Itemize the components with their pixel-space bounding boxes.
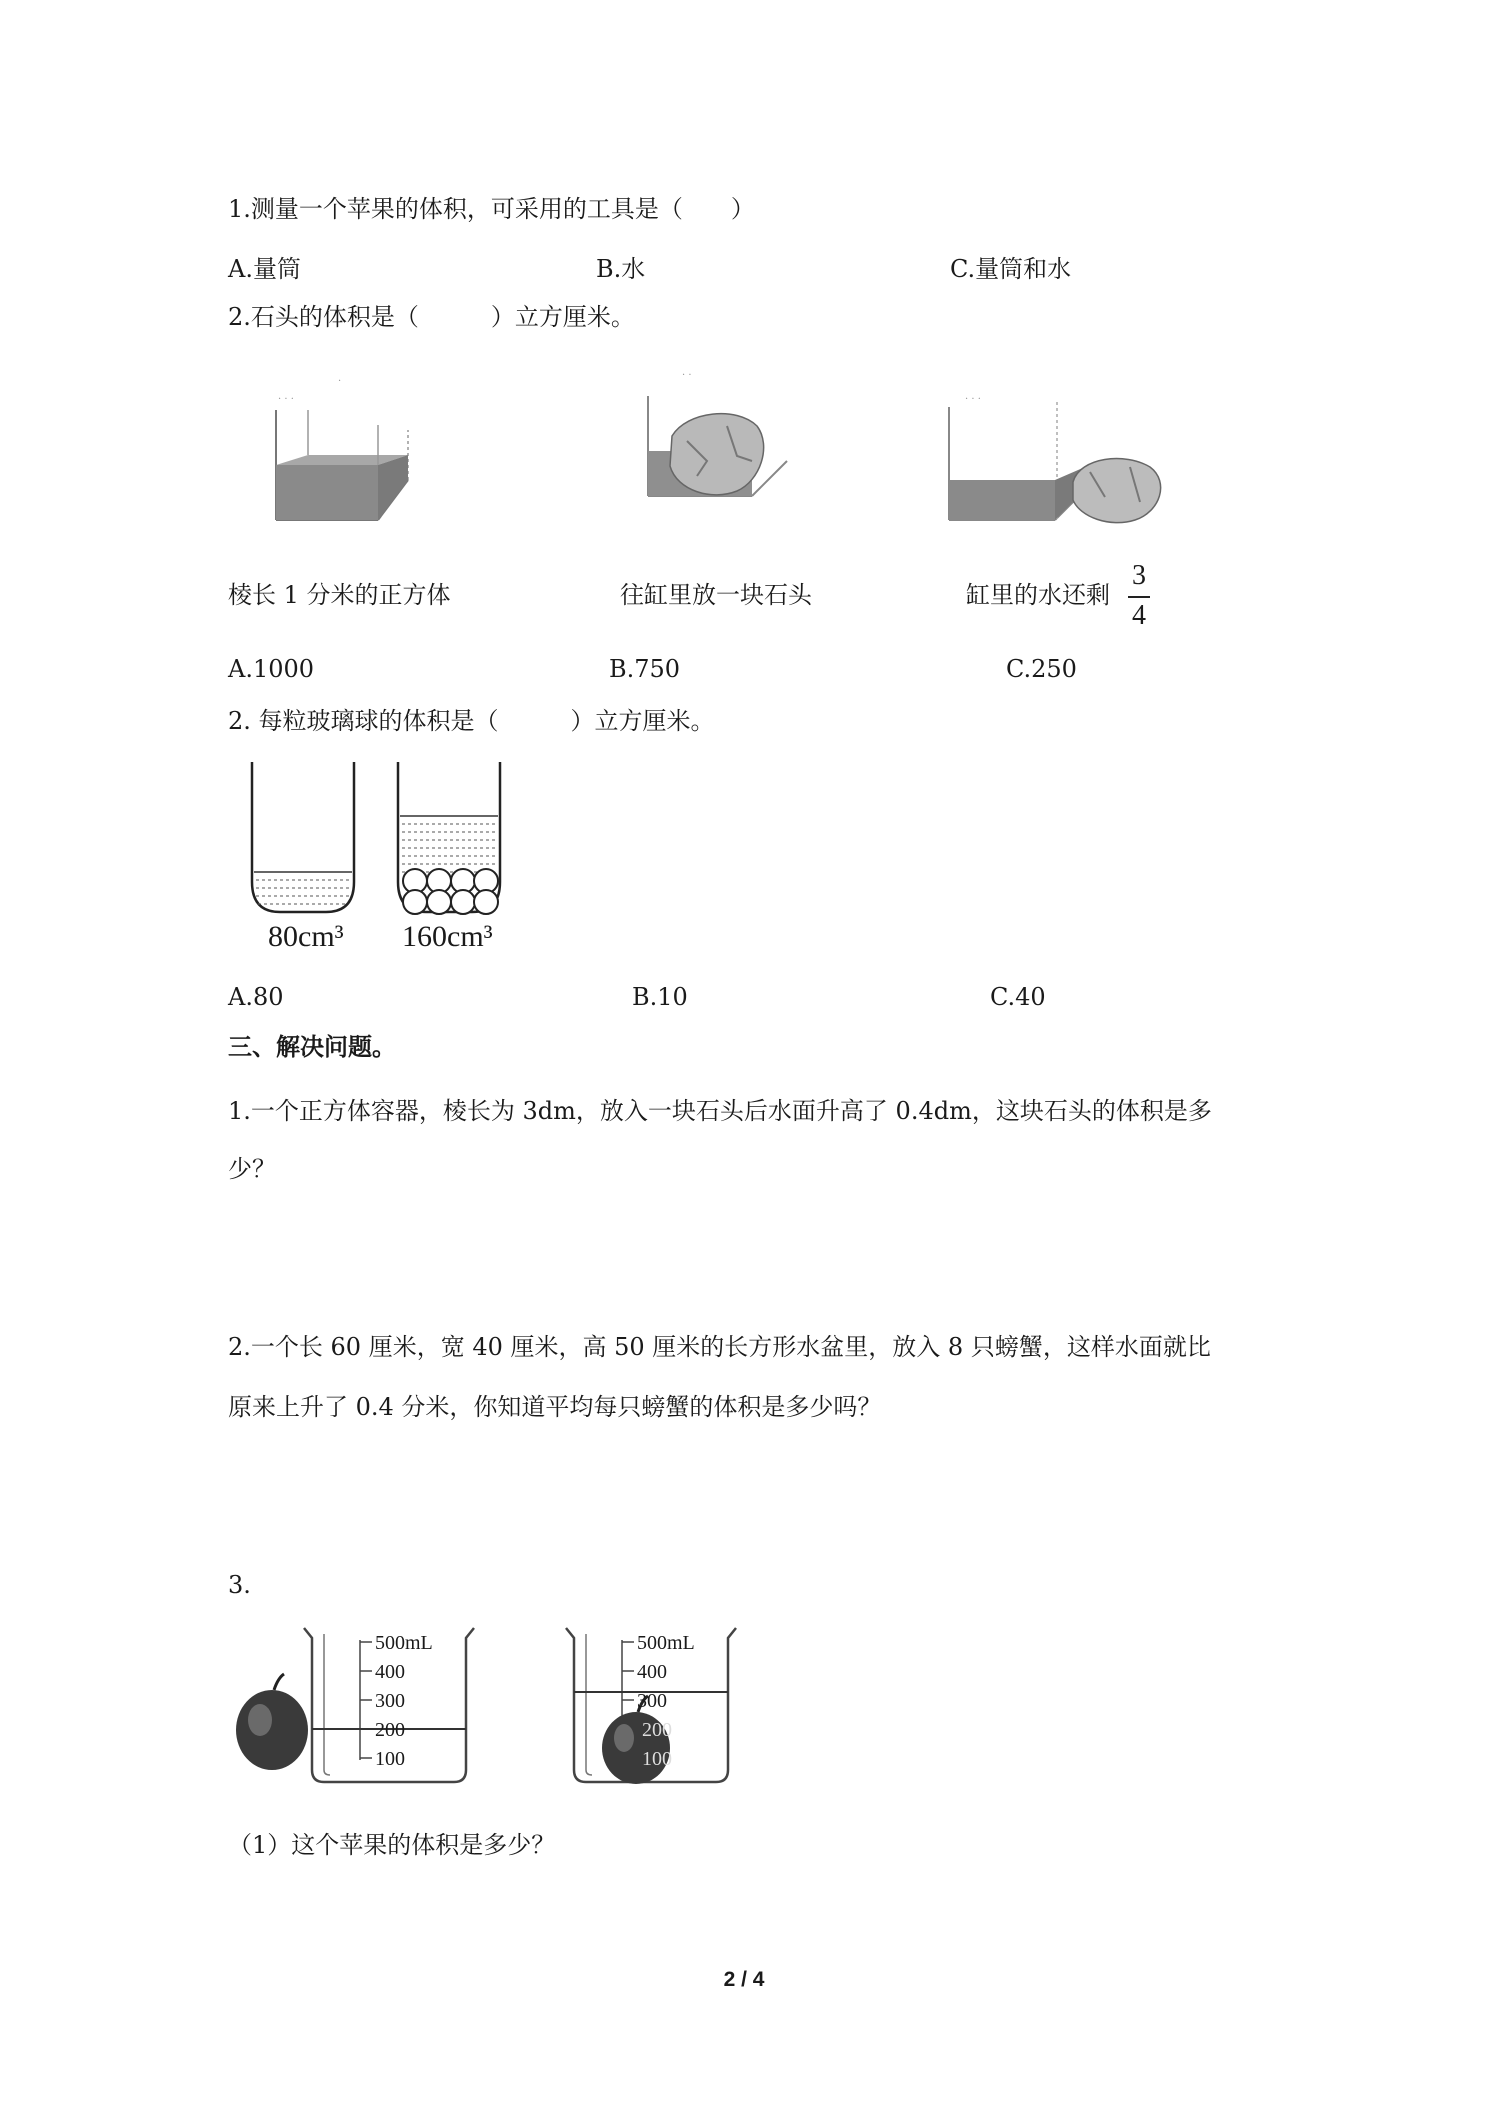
scale-label-500-a: 500mL [375, 1632, 433, 1654]
scale-label-300-b: 300 [637, 1690, 667, 1712]
problem-3-label: 3. [228, 1571, 251, 1599]
q2-option-a: A.1000 [228, 655, 315, 683]
q2-caption-2: 往缸里放一块石头 [620, 581, 812, 609]
fraction-denominator: 4 [1132, 600, 1146, 631]
tank-water-figure [268, 370, 418, 530]
q2-caption-1: 棱长 1 分米的正方体 [228, 581, 451, 609]
q2-caption-3: 缸里的水还剩 [966, 581, 1110, 609]
scale-label-200-b: 200 [642, 1719, 672, 1741]
problem-3-sub-1: （1）这个苹果的体积是多少？ [228, 1831, 556, 1859]
section-title: 三、解决问题。 [228, 1033, 396, 1061]
beaker-label-2: 160cm³ [402, 920, 493, 953]
scale-label-100-a: 100 [375, 1748, 405, 1770]
q2-option-b: B.750 [609, 655, 681, 683]
svg-text:· ·: · · [682, 370, 692, 381]
q1-option-a: A.量筒 [228, 255, 301, 283]
fraction-numerator: 3 [1132, 560, 1146, 591]
q3-option-a: A.80 [228, 983, 284, 1011]
q1-question: 1.测量一个苹果的体积，可采用的工具是（ ） [228, 195, 755, 223]
problem-1-line-1: 1.一个正方体容器，棱长为 3dm，放入一块石头后水面升高了 0.4dm，这块石头的体积是多 [228, 1097, 1212, 1125]
problem-2-line-2: 原来上升了 0.4 分米，你知道平均每只螃蟹的体积是多少吗？ [228, 1393, 882, 1421]
q2-question: 2.石头的体积是（ ）立方厘米。 [228, 303, 635, 331]
svg-text:· · ·: · · · [278, 394, 294, 405]
beaker-apple-outside-figure [232, 1620, 482, 1790]
q3-question: 2. 每粒玻璃球的体积是（ ）立方厘米。 [228, 707, 715, 735]
scale-label-300-a: 300 [375, 1690, 405, 1712]
q3-option-b: B.10 [632, 983, 688, 1011]
scale-label-100-b: 100 [642, 1748, 672, 1770]
tank-stone-figure [642, 366, 802, 516]
page-number: 2 / 4 [723, 1968, 765, 1991]
scale-label-400-b: 400 [637, 1661, 667, 1683]
scale-label-500-b: 500mL [637, 1632, 695, 1654]
tank-stone-out-figure [945, 372, 1175, 532]
q1-option-c: C.量筒和水 [950, 255, 1072, 283]
q1-option-b: B.水 [596, 255, 646, 283]
scale-label-200-a: 200 [375, 1719, 405, 1741]
q3-option-c: C.40 [990, 983, 1046, 1011]
fraction-bar [1128, 596, 1150, 598]
problem-2-line-1: 2.一个长 60 厘米，宽 40 厘米，高 50 厘米的长方形水盆里，放入 8 只螃蟹，这样水面就比 [228, 1333, 1211, 1361]
q2-option-c: C.250 [1006, 655, 1077, 683]
beaker-label-1: 80cm³ [268, 920, 344, 953]
scale-label-400-a: 400 [375, 1661, 405, 1683]
svg-text:·: · [338, 376, 342, 387]
svg-text:· · ·: · · · [965, 394, 981, 405]
problem-1-line-2: 少？ [228, 1155, 276, 1183]
